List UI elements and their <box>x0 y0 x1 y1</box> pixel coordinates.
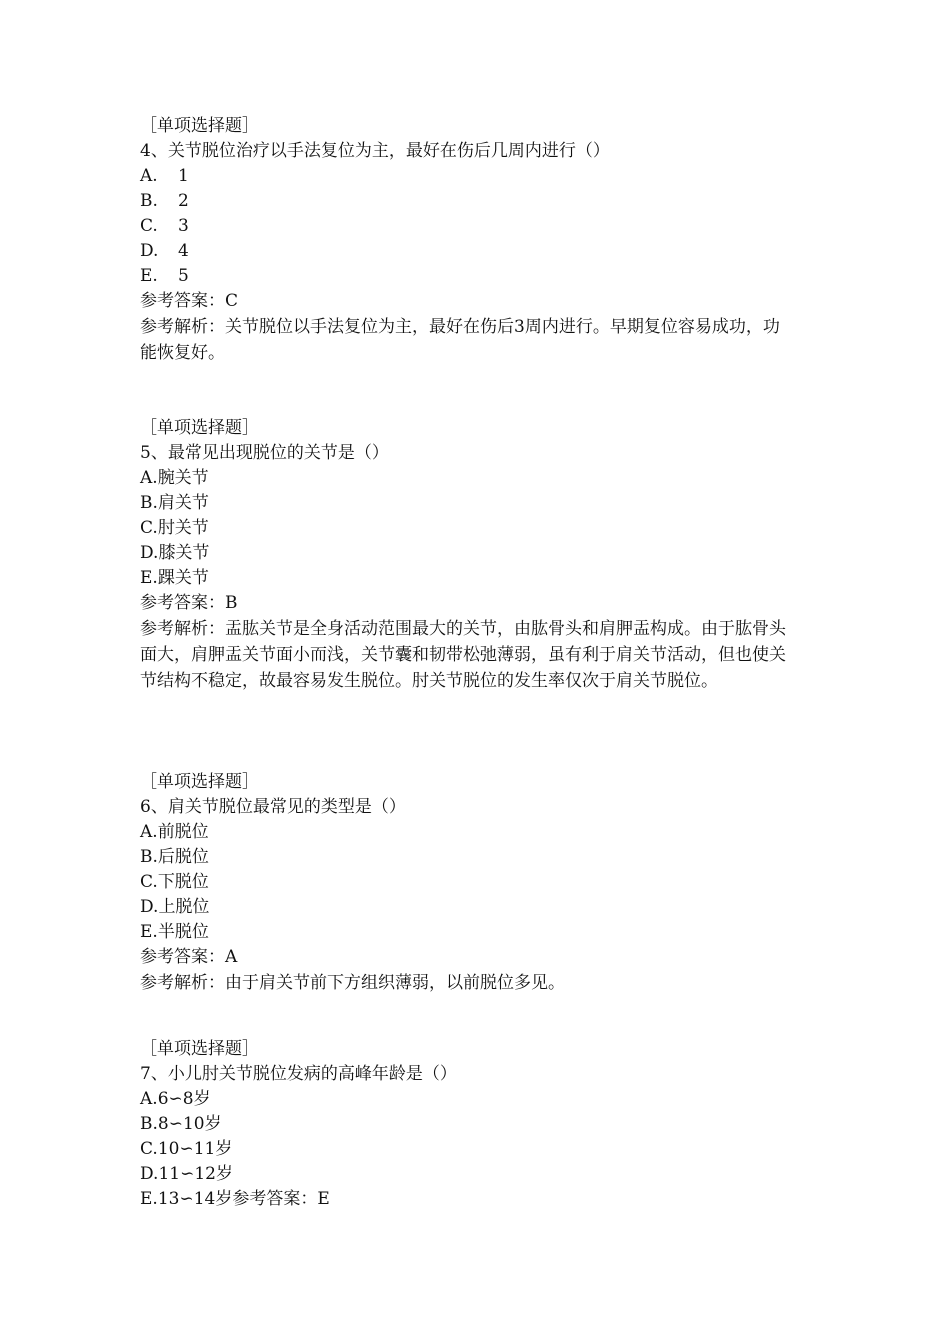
option-e <box>140 566 800 591</box>
option-d <box>140 895 800 920</box>
option-letter: B. <box>140 1114 158 1134</box>
question-type: ［单项选择题］ <box>140 772 259 792</box>
option-a <box>140 164 800 189</box>
question-stem: 7、小儿肘关节脱位发病的高峰年龄是（） <box>140 1064 457 1084</box>
option-letter: A. <box>140 166 158 186</box>
analysis: 参考解析：由于肩关节前下方组织薄弱，以前脱位多见。 <box>140 973 565 993</box>
option-letter: B. <box>140 191 158 211</box>
option-text: 6∽8岁 <box>157 1089 211 1109</box>
question-stem: 6、肩关节脱位最常见的类型是（） <box>140 797 406 817</box>
option-text: 8∽10岁 <box>157 1114 222 1134</box>
option-e <box>140 264 800 289</box>
question-4 <box>140 114 800 366</box>
option-b <box>140 491 800 516</box>
option-b <box>140 189 800 214</box>
option-text: 后脱位 <box>157 847 209 867</box>
option-letter: E. <box>140 568 158 588</box>
option-text: 膝关节 <box>158 543 210 563</box>
option-letter: D. <box>140 897 159 917</box>
option-e <box>140 1187 800 1212</box>
option-text: 肘关节 <box>157 518 209 538</box>
question-7 <box>140 1037 800 1212</box>
answer: 参考答案：B <box>140 593 238 613</box>
option-text: 2 <box>178 191 189 211</box>
option-c <box>140 870 800 895</box>
option-letter: E. <box>140 922 158 942</box>
option-text: 10∽11岁 <box>157 1139 233 1159</box>
option-text: 下脱位 <box>157 872 209 892</box>
option-text: 11∽12岁 <box>158 1164 233 1184</box>
option-letter: D. <box>140 543 159 563</box>
question-5 <box>140 416 800 694</box>
option-text: 肩关节 <box>157 493 209 513</box>
option-text: 4 <box>178 241 189 261</box>
option-text: 3 <box>178 216 189 236</box>
question-stem: 4、关节脱位治疗以手法复位为主，最好在伤后几周内进行（） <box>140 141 610 161</box>
option-a <box>140 820 800 845</box>
option-text: 5 <box>178 266 189 286</box>
option-text: 踝关节 <box>157 568 209 588</box>
option-d <box>140 541 800 566</box>
option-letter: C. <box>140 216 158 236</box>
option-text: 13∽14岁参考答案：E <box>157 1189 330 1209</box>
option-letter: C. <box>140 518 158 538</box>
option-letter: D. <box>140 1164 159 1184</box>
option-letter: B. <box>140 847 158 867</box>
option-letter: A. <box>140 1089 158 1109</box>
option-text: 腕关节 <box>157 468 209 488</box>
analysis: 参考解析：关节脱位以手法复位为主，最好在伤后3周内进行。早期复位容易成功，功能恢复好。 <box>140 317 780 363</box>
option-letter: C. <box>140 872 158 892</box>
option-text: 半脱位 <box>157 922 209 942</box>
option-letter: E. <box>140 1189 158 1209</box>
question-stem: 5、最常见出现脱位的关节是（） <box>140 443 389 463</box>
option-c <box>140 1137 800 1162</box>
option-letter: A. <box>140 468 158 488</box>
question-type: ［单项选择题］ <box>140 116 259 136</box>
question-type: ［单项选择题］ <box>140 1039 259 1059</box>
option-c <box>140 516 800 541</box>
option-d <box>140 239 800 264</box>
option-text: 1 <box>178 166 189 186</box>
answer: 参考答案：A <box>140 947 238 967</box>
option-text: 前脱位 <box>157 822 209 842</box>
option-letter: E. <box>140 266 158 286</box>
option-e <box>140 920 800 945</box>
option-letter: C. <box>140 1139 158 1159</box>
analysis: 参考解析：盂肱关节是全身活动范围最大的关节，由肱骨头和肩胛盂构成。由于肱骨头面大，肩胛盂关节面小而浅，关节囊和韧带松弛薄弱，虽有利于肩关节活动，但也使关节结构不稳定，故最容易发生脱位。肘关节脱位的发生率仅次于肩关节脱位。 <box>140 619 786 691</box>
option-d <box>140 1162 800 1187</box>
option-c <box>140 214 800 239</box>
option-letter: D. <box>140 241 159 261</box>
answer: 参考答案：C <box>140 291 239 311</box>
option-a <box>140 466 800 491</box>
option-letter: B. <box>140 493 158 513</box>
question-type: ［单项选择题］ <box>140 418 259 438</box>
question-6 <box>140 770 800 996</box>
option-a <box>140 1087 800 1112</box>
option-letter: A. <box>140 822 158 842</box>
option-b <box>140 1112 800 1137</box>
option-b <box>140 845 800 870</box>
option-text: 上脱位 <box>158 897 210 917</box>
